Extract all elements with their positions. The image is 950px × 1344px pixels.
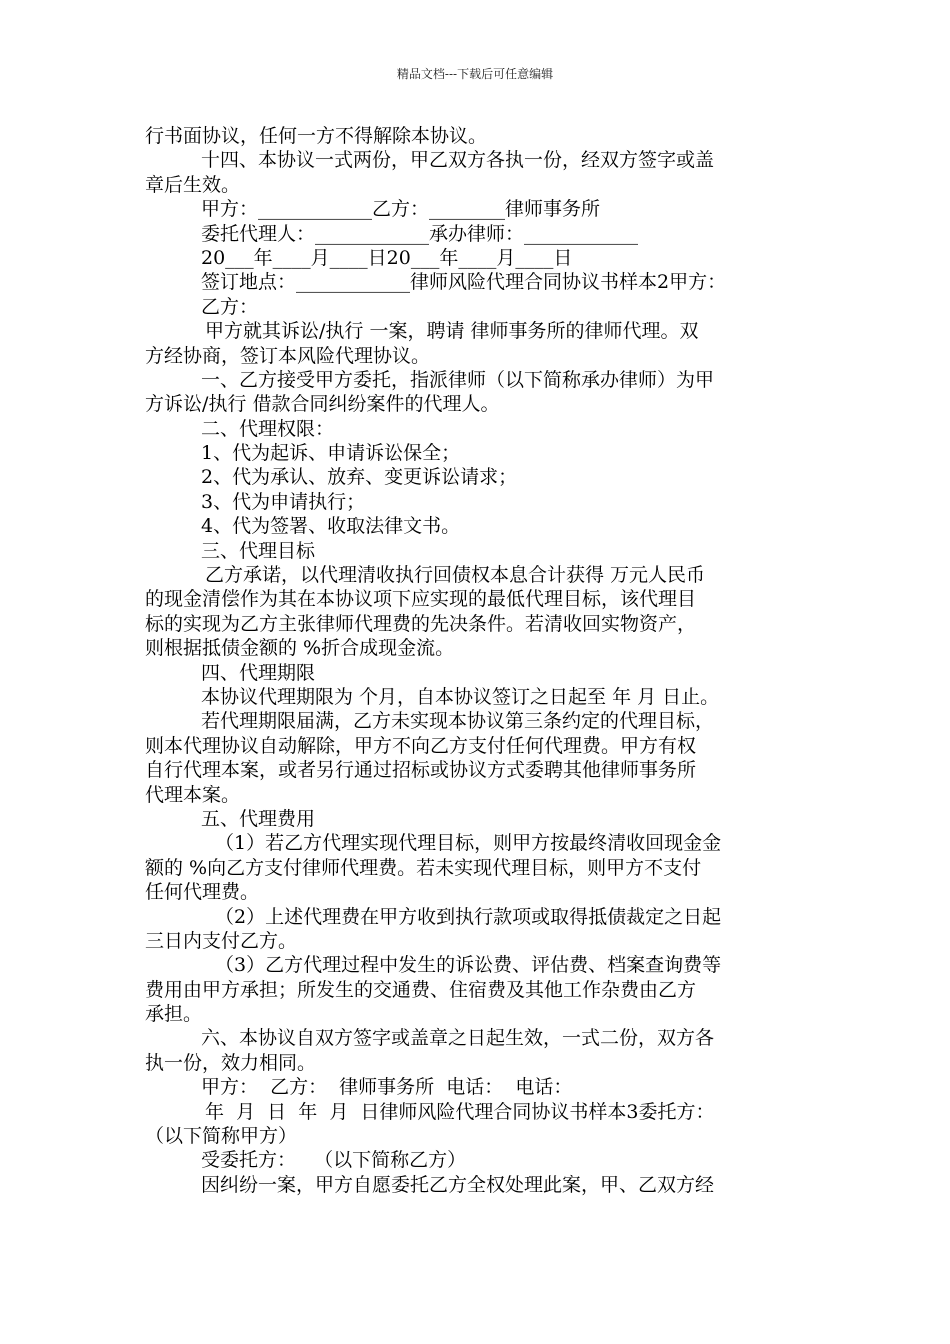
text-line: 二、代理权限： <box>201 417 335 440</box>
text-line: 甲方就其诉讼/执行 一案，聘请 律师事务所的律师代理。双 <box>205 320 699 343</box>
text-line: 4、代为签署、收取法律文书。 <box>201 515 461 538</box>
text-line: （3）乙方代理过程中发生的诉讼费、评估费、档案查询费等 <box>215 954 722 977</box>
text-line: 乙方承诺，以代理清收执行回债权本息合计获得 万元人民币 <box>205 564 706 587</box>
text-line: （1）若乙方代理实现代理目标，则甲方按最终清收回现金金 <box>215 832 722 855</box>
text-line: 则根据抵债金额的 %折合成现金流。 <box>145 637 455 660</box>
text-line: 代理本案。 <box>145 783 241 806</box>
text-line: 则本代理协议自动解除，甲方不向乙方支付任何代理费。甲方有权 <box>145 734 697 757</box>
text-line: 承担。 <box>145 1003 203 1026</box>
text-line: 标的实现为乙方主张律师代理费的先决条件。若清收回实物资产， <box>145 612 697 635</box>
text-line: 2、代为承认、放弃、变更诉讼请求； <box>201 466 518 489</box>
text-line: 20___年____月____日20___年____月____日 <box>201 246 573 269</box>
text-line: 甲方：____________乙方：________律师事务所 <box>201 198 601 221</box>
text-line: 五、代理费用 <box>201 807 316 830</box>
text-line: 因纠纷一案，甲方自愿委托乙方全权处理此案，甲、乙双方经 <box>201 1173 715 1196</box>
text-line: （以下简称甲方） <box>145 1125 298 1148</box>
text-line: 六、本协议自双方签字或盖章之日起生效，一式二份，双方各 <box>201 1027 715 1050</box>
text-line: 乙方： <box>201 295 259 318</box>
text-line: 任何代理费。 <box>145 881 260 904</box>
text-line: 甲方： 乙方： 律师事务所 电话： 电话： <box>201 1076 573 1099</box>
text-line: 行书面协议，任何一方不得解除本协议。 <box>145 125 488 147</box>
document-body <box>145 124 810 1197</box>
text-line: 一、乙方接受甲方委托，指派律师（以下简称承办律师）为甲 <box>201 368 715 391</box>
text-line: 1、代为起诉、申请诉讼保全； <box>201 442 461 465</box>
text-line: 四、代理期限 <box>201 661 316 684</box>
text-line: 三日内支付乙方。 <box>145 929 298 952</box>
text-line: 执一份，效力相同。 <box>145 1051 317 1074</box>
text-line: 额的 %向乙方支付律师代理费。若未实现代理目标，则甲方不支付 <box>145 856 702 879</box>
text-line: 若代理期限届满，乙方未实现本协议第三条约定的代理目标， <box>201 710 715 733</box>
text-line: 方诉讼/执行 借款合同纠纷案件的代理人。 <box>145 393 500 416</box>
text-line: 费用由甲方承担；所发生的交通费、住宿费及其他工作杂费由乙方 <box>145 978 697 1001</box>
text-line: （2）上述代理费在甲方收到执行款项或取得抵债裁定之日起 <box>215 905 722 928</box>
text-line: 3、代为申请执行； <box>201 490 366 513</box>
text-line: 十四、本协议一式两份，甲乙双方各执一份，经双方签字或盖 <box>201 149 715 172</box>
text-line: 年 月 日 年 月 日律师风险代理合同协议书样本3委托方： <box>205 1100 715 1123</box>
text-line: 方经协商，签订本风险代理协议。 <box>145 344 431 367</box>
text-line: 本协议代理期限为 个月，自本协议签订之日起至 年 月 日止。 <box>201 685 720 708</box>
text-line: 的现金清偿作为其在本协议项下应实现的最低代理目标，该代理目 <box>145 588 697 611</box>
text-line: 委托代理人：____________承办律师：____________ <box>201 222 639 245</box>
page-header: 精品文档---下载后可任意编辑 <box>396 67 554 81</box>
text-line: 签订地点：____________律师风险代理合同协议书样本2甲方： <box>201 271 727 294</box>
text-line: 受委托方： （以下简称乙方） <box>201 1149 467 1172</box>
text-line: 自行代理本案，或者另行通过招标或协议方式委聘其他律师事务所 <box>145 759 697 782</box>
text-line: 三、代理目标 <box>201 539 316 562</box>
text-line: 章后生效。 <box>145 173 241 196</box>
